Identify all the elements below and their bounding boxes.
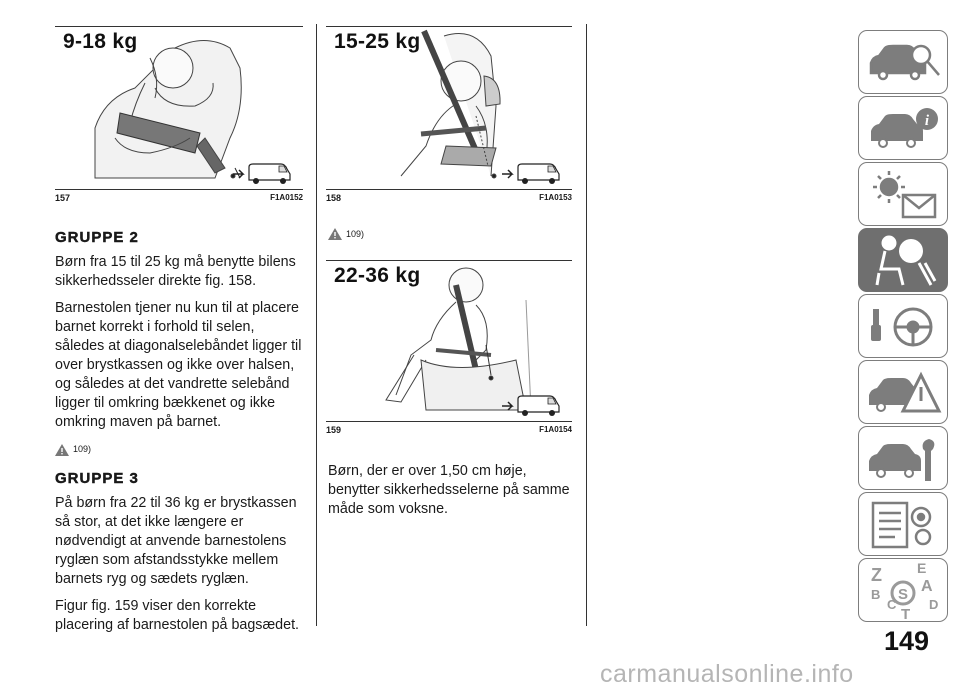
column-divider xyxy=(586,24,587,626)
tab-warning-lights[interactable] xyxy=(858,162,948,226)
tab-driving[interactable] xyxy=(858,294,948,358)
tab-car-info[interactable] xyxy=(858,96,948,160)
column-divider xyxy=(316,24,317,626)
car-info-icon xyxy=(859,97,949,161)
paragraph: Barnestolen tjener nu kun til at placere barnet korrekt i forhold til selen, således at diagonalselebåndet ligger til over brystkassen og ikke over halsen, og således at det vandrette selebånd ligger til omkring bækkenet og ikke omkring maven på barnet. xyxy=(55,300,302,430)
page-number: 149 xyxy=(884,626,930,656)
van-icon xyxy=(502,160,562,186)
watermark: carmanualsonline.info xyxy=(600,660,854,688)
warning-number: 109) xyxy=(346,229,365,239)
figure-number: 157 xyxy=(55,193,71,203)
car-search-icon xyxy=(859,31,949,95)
svg-text:A: A xyxy=(921,578,933,595)
car-wrench-icon xyxy=(859,427,949,491)
tab-maintenance[interactable] xyxy=(858,426,948,490)
svg-text:T: T xyxy=(901,606,911,623)
figure-weight-label: 9-18 kg xyxy=(63,30,138,53)
figure-number: 159 xyxy=(326,425,342,435)
technical-data-icon xyxy=(859,493,949,557)
tab-emergency[interactable] xyxy=(858,360,948,424)
svg-text:E: E xyxy=(917,560,927,576)
heading-gruppe-3: GRUPPE 3 xyxy=(55,470,139,487)
car-emergency-icon xyxy=(859,361,949,425)
alphabetical-index-icon xyxy=(859,559,949,623)
figure-159 xyxy=(326,260,572,446)
warning-triangle-icon xyxy=(328,228,342,240)
paragraph: Figur fig. 159 viser den korrekte placering af barnestolen på bagsædet. xyxy=(55,598,300,633)
tab-safety[interactable] xyxy=(858,228,948,292)
figure-code: F1A0154 xyxy=(539,425,572,434)
left-text-column xyxy=(55,228,307,643)
warning-reference xyxy=(328,228,364,240)
figure-weight-label: 22-36 kg xyxy=(334,264,421,287)
paragraph: På børn fra 22 til 36 kg er brystkassen så stor, at det ikke længere er nødvendigt at anvende barnestolens ryglæn som afstandsstykke mellem barnets ryg og sædets ryglæn. xyxy=(55,495,297,587)
tab-car-search[interactable] xyxy=(858,30,948,94)
van-icon xyxy=(233,160,293,186)
tab-technical-data[interactable] xyxy=(858,492,948,556)
svg-text:Z: Z xyxy=(871,565,882,585)
figure-weight-label: 15-25 kg xyxy=(334,30,421,53)
figure-158 xyxy=(326,26,572,214)
figure-157 xyxy=(55,26,303,214)
middle-text-column xyxy=(328,462,572,527)
warning-number: 109) xyxy=(73,444,92,454)
figure-code: F1A0152 xyxy=(270,193,303,202)
paragraph: Børn, der er over 1,50 cm høje, benytter sikkerhedsselerne på samme måde som voksne. xyxy=(328,463,570,517)
svg-text:B: B xyxy=(871,587,881,602)
paragraph: Børn fra 15 til 25 kg må benytte bilens sikkerhedsseler direkte fig. 158. xyxy=(55,254,296,289)
svg-text:S: S xyxy=(898,586,909,603)
heading-gruppe-2: GRUPPE 2 xyxy=(55,229,139,246)
van-icon xyxy=(502,392,562,418)
svg-text:D: D xyxy=(929,597,939,612)
figure-code: F1A0153 xyxy=(539,193,572,202)
steering-wheel-icon xyxy=(859,295,949,359)
figure-number: 158 xyxy=(326,193,342,203)
svg-text:C: C xyxy=(887,597,897,612)
warning-triangle-icon xyxy=(55,444,69,456)
warning-reference xyxy=(55,440,307,459)
airbag-seat-icon xyxy=(859,229,949,293)
warning-lights-icon xyxy=(859,163,949,227)
tab-index[interactable] xyxy=(858,558,948,622)
svg-text:i: i xyxy=(924,113,930,129)
